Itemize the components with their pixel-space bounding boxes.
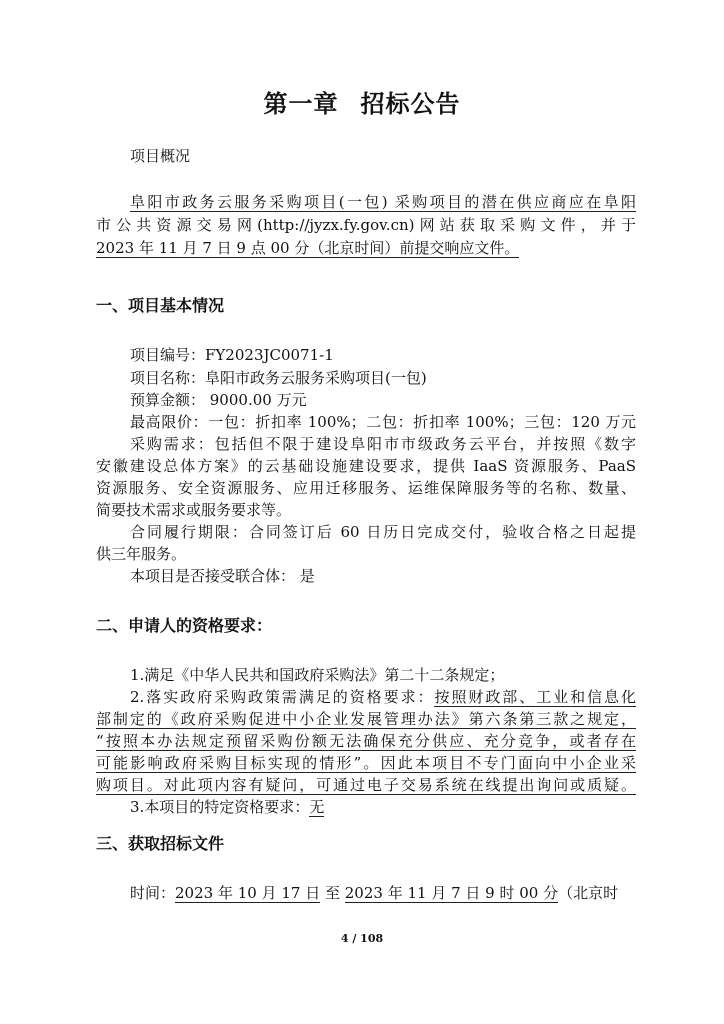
section-3-heading: 三、获取招标文件 <box>96 834 225 853</box>
overview-line-3: 2023 年 11 月 7 日 9 点 00 分（北京时间）前提交响应文件。 <box>96 239 520 257</box>
overview-heading: 项目概况 <box>130 147 191 165</box>
section-2-heading: 二、申请人的资格要求： <box>96 616 273 635</box>
requirement-line-4: 简要技术需求或服务要求等。 <box>96 501 292 519</box>
project-number: 项目编号：FY2023JC0071-1 <box>130 346 334 364</box>
overview-line-1: 阜阳市政务云服务采购项目(一包) 采购项目的潜在供应商应在阜阳 <box>130 193 636 211</box>
qualification-item-2-line-4: 可能影响政府采购目标实现的情形”。因此本项目不专门面向中小企业采 <box>96 754 636 772</box>
chapter-title <box>0 84 724 119</box>
requirement-line-1: 采购需求：包括但不限于建设阜阳市市级政务云平台，并按照《数字 <box>130 435 636 453</box>
chapter-number: 第一章 <box>263 90 339 118</box>
qualification-item-2-line-2: 部制定的《政府采购促进中小企业发展管理办法》第六条第三款之规定， <box>96 710 636 728</box>
consortium-accepted: 本项目是否接受联合体： 是 <box>130 567 315 585</box>
overview-line-2: 市公共资源交易网(http://jyzx.fy.gov.cn)网站获取采购文件，并于 <box>96 216 636 234</box>
qualification-item-2-line-5: 购项目。对此项内容有疑问，可通过电子交易系统在线提出询问或质疑。 <box>96 776 636 794</box>
budget-amount: 预算金额： 9000.00 万元 <box>130 391 307 409</box>
qualification-item-2-line-3: “按照本办法规定预留采购份额无法确保充分供应、充分竞争，或者存在 <box>96 732 636 750</box>
requirement-line-2: 安徽建设总体方案》的云基础设施建设要求，提供 IaaS 资源服务、PaaS <box>96 457 636 475</box>
max-price: 最高限价：一包：折扣率 100%；二包：折扣率 100%；三包：120 万元 <box>130 413 636 431</box>
qualification-item-2-line-1: 2.落实政府采购政策需满足的资格要求：按照财政部、工业和信息化 <box>130 688 636 706</box>
requirement-line-3: 资源服务、安全资源服务、应用迁移服务、运维保障服务等的名称、数量、 <box>96 479 636 497</box>
project-name: 项目名称：阜阳市政务云服务采购项目(一包) <box>130 369 427 387</box>
qualification-item-1: 1.满足《中华人民共和国政府采购法》第二十二条规定； <box>130 666 505 684</box>
section-1-heading: 一、项目基本情况 <box>96 296 225 315</box>
document-acquisition-time: 时间：2023 年 10 月 17 日 至 2023 年 11 月 7 日 9 时 00 分（北京时 <box>130 884 619 902</box>
contract-period-line-2: 供三年服务。 <box>96 545 187 563</box>
contract-period-line-1: 合同履行期限：合同签订后 60 日历日完成交付，验收合格之日起提 <box>130 523 636 541</box>
qualification-item-3: 3.本项目的特定资格要求：无 <box>130 798 325 816</box>
page-number: 4 / 108 <box>340 932 384 945</box>
chapter-name: 招标公告 <box>360 90 461 118</box>
